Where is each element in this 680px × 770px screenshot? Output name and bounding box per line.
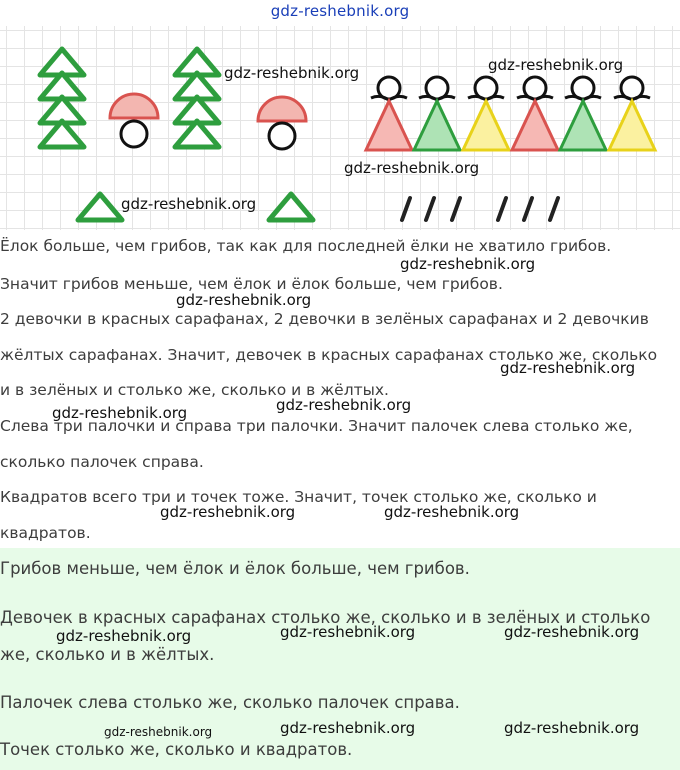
watermark: gdz-reshebnik.org (504, 623, 640, 641)
fir-tree-icon (40, 49, 84, 147)
mushroom-icon (110, 94, 158, 147)
watermark: gdz-reshebnik.org (280, 719, 416, 737)
girl-yellow-dress-icon (609, 77, 655, 150)
girl-red-dress-icon (366, 77, 412, 150)
answer-line: Палочек слева столько же, сколько палочек справа. (0, 693, 460, 712)
watermark: gdz-reshebnik.org (176, 291, 312, 309)
top-watermark: gdz-reshebnik.org (270, 2, 410, 20)
mushroom-icon (258, 97, 306, 149)
watermark: gdz-reshebnik.org (276, 396, 412, 414)
watermark: gdz-reshebnik.org (488, 56, 624, 74)
explanation-line: квадратов. (0, 524, 91, 542)
watermark: gdz-reshebnik.org (52, 404, 188, 422)
fir-tree-icon (269, 194, 313, 220)
girl-green-dress-icon (414, 77, 460, 150)
watermark: gdz-reshebnik.org (344, 159, 480, 177)
explanation-line: и в зелёных и столько же, сколько и в жёлтых. (0, 381, 389, 399)
answer-line: Девочек в красных сарафанах столько же, сколько и в зелёных и столько (0, 608, 651, 627)
watermark: gdz-reshebnik.org (504, 719, 640, 737)
girl-yellow-dress-icon (463, 77, 509, 150)
explanation-line: Квадратов всего три и точек тоже. Значит, точек столько же, сколько и (0, 488, 597, 506)
explanation-line: 2 девочки в красных сарафанах, 2 девочки в зелёных сарафанах и 2 девочкив (0, 310, 649, 328)
explanation-line: сколько палочек справа. (0, 453, 204, 471)
watermark: gdz-reshebnik.org (400, 255, 536, 273)
fir-tree-icon (78, 194, 122, 220)
girl-green-dress-icon (560, 77, 606, 150)
sticks-left-icon (402, 198, 460, 220)
girl-red-dress-icon (512, 77, 558, 150)
watermark: gdz-reshebnik.org (160, 503, 296, 521)
answer-line: Точек столько же, сколько и квадратов. (0, 740, 353, 759)
sticks-right-icon (498, 198, 558, 220)
watermark: gdz-reshebnik.org (56, 627, 192, 645)
fir-tree-icon (175, 49, 219, 147)
answer-line: же, сколько и в жёлтых. (0, 645, 215, 664)
watermark: gdz-reshebnik.org (280, 623, 416, 641)
watermark: gdz-reshebnik.org (121, 195, 257, 213)
watermark: gdz-reshebnik.org (500, 359, 636, 377)
watermark: gdz-reshebnik.org (384, 503, 520, 521)
explanation-line: жёлтых сарафанах. Значит, девочек в красных сарафанах столько же, сколько (0, 346, 658, 364)
explanation-line: Слева три палочки и справа три палочки. Значит палочек слева столько же, (0, 417, 633, 435)
answer-line: Грибов меньше, чем ёлок и ёлок больше, чем грибов. (0, 559, 470, 578)
watermark: gdz-reshebnik.org (224, 64, 360, 82)
explanation-line: Ёлок больше, чем грибов, так как для последней ёлки не хватило грибов. (0, 237, 612, 255)
explanation-line: Значит грибов меньше, чем ёлок и ёлок больше, чем грибов. (0, 275, 503, 293)
watermark: gdz-reshebnik.org (104, 725, 213, 739)
